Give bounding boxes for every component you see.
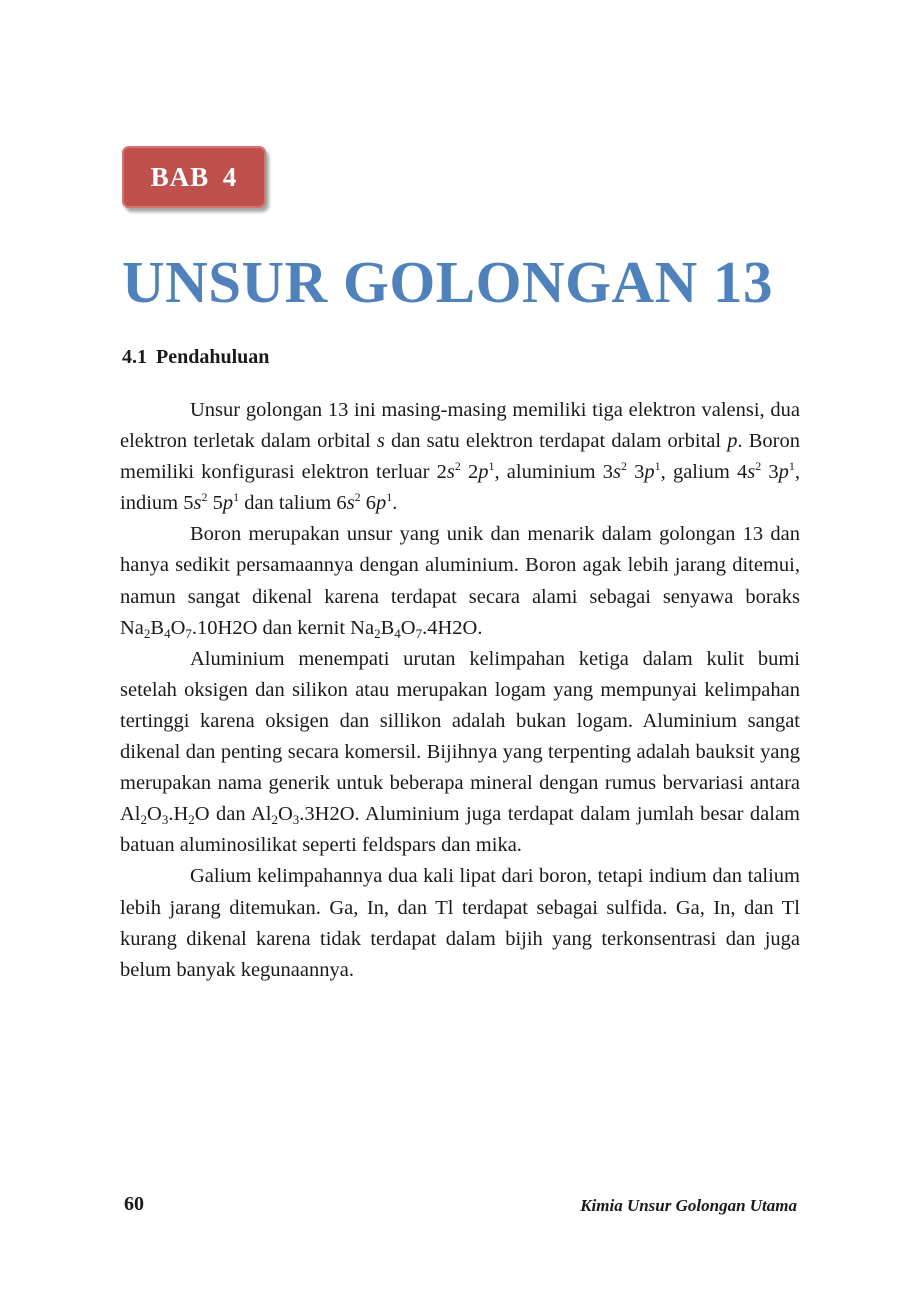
running-footer-title: Kimia Unsur Golongan Utama [580, 1196, 797, 1215]
paragraph-2: Boron merupakan unsur yang unik dan menarik dalam golongan 13 dan hanya sedikit persamaannya dengan aluminium. Boron agak lebih jarang ditemui, namun sangat dikenal karena terdapat secara alami sebagai senyawa boraks $Na_2B_4O_7.10H2O$ dan kernit $Na_2B_4O_7.4H2O$. [120, 523, 800, 641]
paragraph-3: Aluminium menempati urutan kelimpahan ketiga dalam kulit bumi setelah oksigen dan silikon atau merupakan logam yang mempunyai kelimpahan tertinggi karena oksigen dan sillikon adalah bukan logam. Aluminium sangat dikenal dan penting secara komersil. Bijihnya yang terpenting adalah bauksit yang merupakan nama generik untuk beberapa mineral dengan rumus bervariasi antara $Al_2O_3.H_2O$ dan $Al_2O_3.3H2O$. Aluminium juga terdapat dalam jumlah besar dalam batuan aluminosilikat seperti feldspars dan mika. [120, 647, 800, 857]
section-heading: 4.1 Pendahuluan [122, 346, 270, 368]
chapter-badge: BAB 4 [122, 146, 266, 208]
chapter-title: UNSUR GOLONGAN 13 [122, 249, 773, 315]
paragraph-4: Galium kelimpahannya dua kali lipat dari boron, tetapi indium dan talium lebih jarang ditemukan. Ga, In, dan Tl terdapat sebagai sulfida. Ga, In, dan Tl kurang dikenal karena tidak terdapat dalam bijih yang terkonsentrasi dan juga belum banyak kegunaannya. [120, 865, 800, 981]
body-text [120, 395, 800, 986]
paragraph-1: Unsur golongan 13 ini masing-masing memiliki tiga elektron valensi, dua elektron terletak dalam orbital s dan satu elektron terdapat dalam orbital p. Boron memiliki konfigurasi elektron terluar $2s^2$ $2p^1$, aluminium $3s^2$ $3p^1$, galium $4s^2$ $3p^1$, indium $5s^2$ $5p^1$ dan talium $6s^2$ $6p^1$. [120, 399, 801, 515]
page-number: 60 [124, 1193, 144, 1215]
